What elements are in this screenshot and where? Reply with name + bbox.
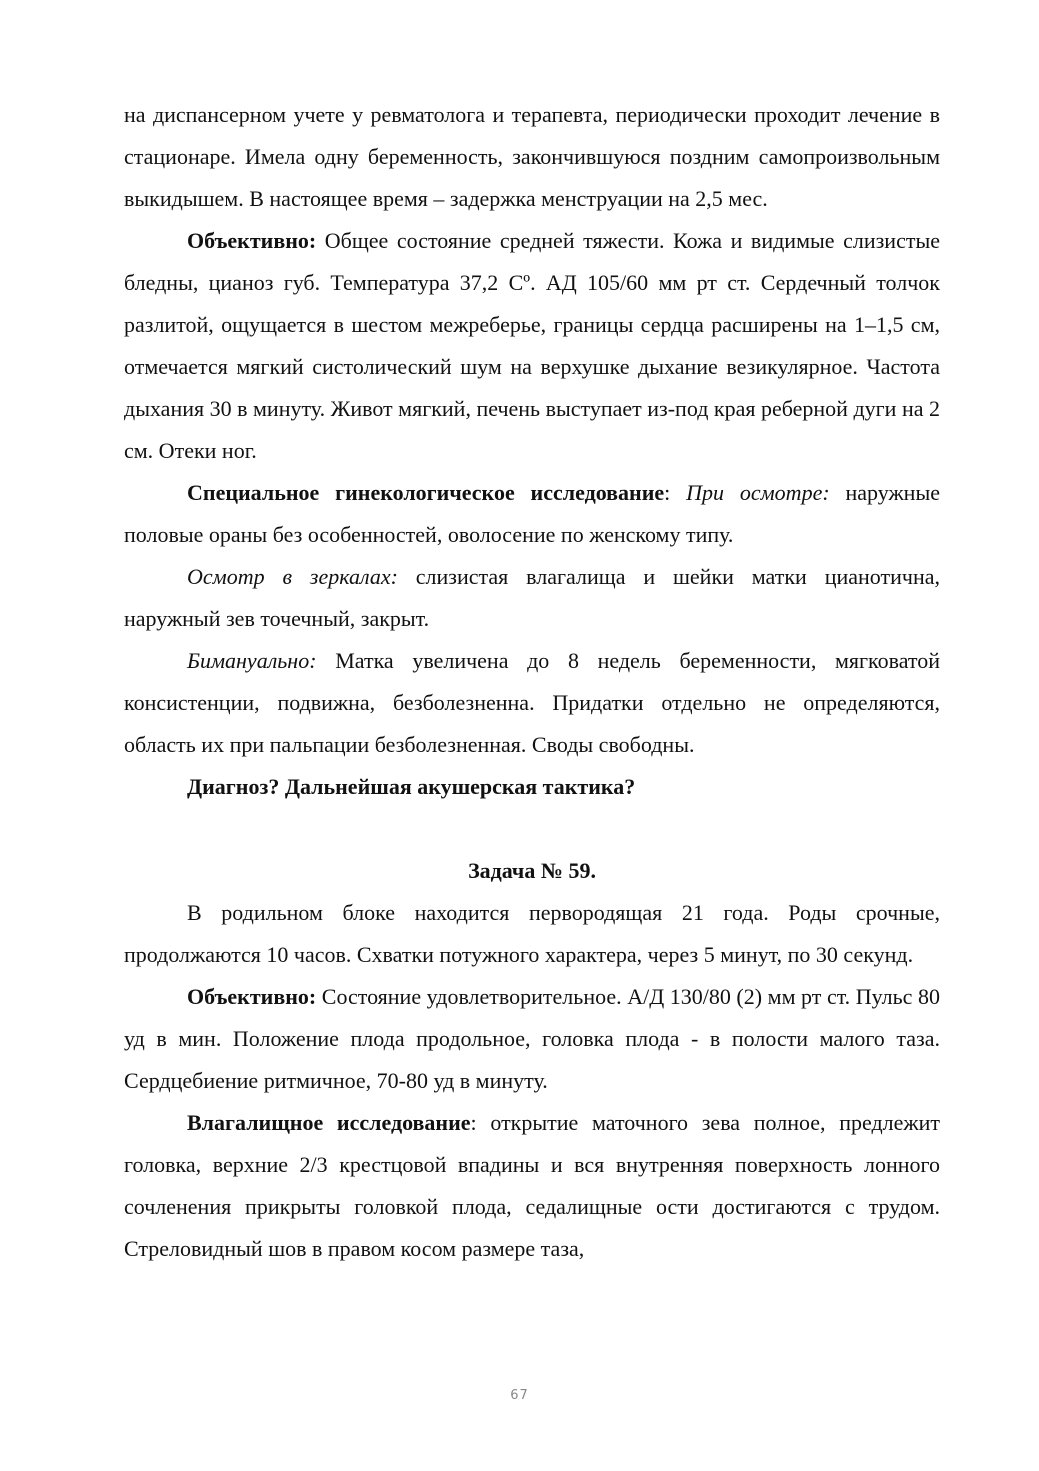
- gyn-exam-colon: :: [664, 480, 687, 505]
- spacer: [124, 808, 940, 850]
- speculum-text: слизистая влагалища и шейки матки цианотична, наружный зев точечный, закрыт.: [124, 564, 940, 631]
- paragraph-anamnesis: на диспансерном учете у ревматолога и терапевта, периодически проходит лечение в стационаре. Имела одну беременность, закончившуюся поздним самопроизвольным выкидышем. В настоящее время – задержка менструации на 2,5 мес.: [124, 102, 940, 211]
- paragraph-bimanual: [124, 640, 940, 766]
- task-objective-label: Объективно:: [187, 984, 317, 1009]
- paragraph-question: [124, 766, 940, 808]
- inspection-text: наружные половые ораны без особенностей, оволосение по женскому типу.: [124, 480, 940, 547]
- task-objective-text: Состояние удовлетворительное. А/Д 130/80 (2) мм рт ст. Пульс 80 уд в мин. Положение плода продольное, головка плода - в полости малого таза. Сердцебиение ритмичное, 70-80 уд в минуту.: [124, 984, 940, 1093]
- paragraph-task-objective: [124, 976, 940, 1102]
- vaginal-exam-text: : открытие маточного зева полное, предлежит головка, верхние 2/3 крестцовой впадины и вся внутренняя поверхность лонного сочленения прикрыты головкой плода, седалищные ости достигаются с трудом. Стреловидный шов в правом косом размере таза,: [124, 1110, 941, 1261]
- paragraph-objective: [124, 220, 940, 472]
- paragraph-gyn-exam: [124, 472, 940, 556]
- objective-label: Объективно:: [187, 228, 317, 253]
- page-content: [124, 94, 940, 1270]
- task-title: Задача № 59.: [468, 858, 596, 883]
- objective-text: Общее состояние средней тяжести. Кожа и видимые слизистые бледны, цианоз губ. Температура 37,2 Сº. АД 105/60 мм рт ст. Сердечный толчок разлитой, ощущается в шестом межреберье, границы сердца расширены на 1–1,5 см, отмечается мягкий систолический шум на верхушке дыхание везикулярное. Частота дыхания 30 в минуту. Живот мягкий, печень выступает из-под края реберной дуги на 2 см. Отеки ног.: [124, 228, 940, 463]
- paragraph-vaginal-exam: [124, 1102, 940, 1270]
- page-number: 67: [510, 1388, 529, 1403]
- speculum-label: Осмотр в зеркалах:: [187, 564, 398, 589]
- inspection-label: При осмотре:: [686, 480, 830, 505]
- vaginal-exam-label: Влагалищное исследование: [187, 1110, 471, 1135]
- question-text: Диагноз? Дальнейшая акушерская тактика?: [187, 774, 636, 799]
- gyn-exam-label: Специальное гинекологическое исследование: [187, 480, 665, 505]
- paragraph-task-intro: В родильном блоке находится первородящая 21 года. Роды срочные, продолжаются 10 часов. Схватки потужного характера, через 5 минут, по 30 секунд.: [124, 900, 940, 967]
- bimanual-text: Матка увеличена до 8 недель беременности, мягковатой консистенции, подвижна, безболезненна. Придатки отдельно не определяются, область их при пальпации безболезненная. Своды свободны.: [124, 648, 940, 757]
- bimanual-label: Бимануально:: [187, 648, 317, 673]
- paragraph-speculum: [124, 556, 940, 640]
